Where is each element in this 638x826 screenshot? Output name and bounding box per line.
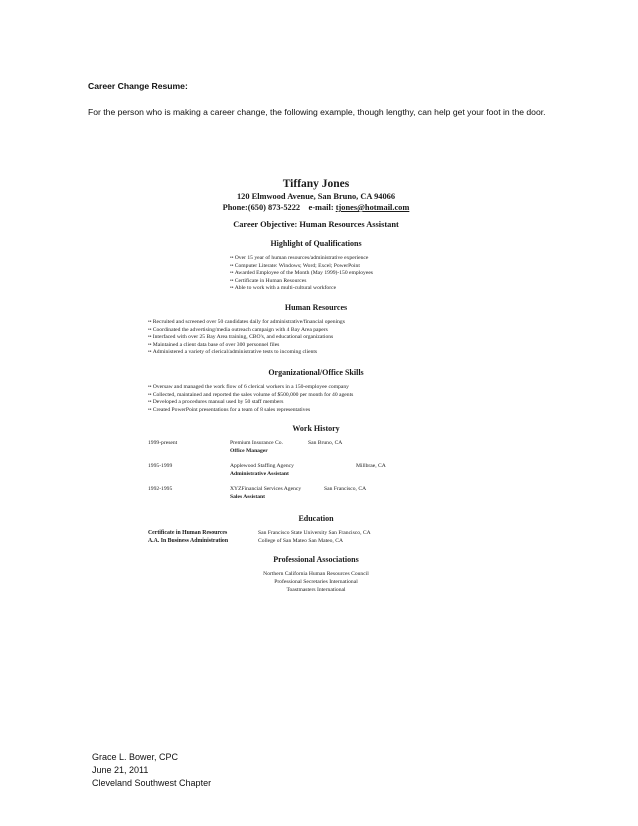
list-item: •• Computer Literate: Windows; Word; Excel; PowerPoint <box>230 263 484 271</box>
list-item: •• Maintained a client data base of over 300 personnel files <box>148 342 484 350</box>
intro-text: For the person who is making a career change, the following example, though lengthy, can help get your foot in the door. <box>88 107 546 117</box>
qualifications-heading: Highlight of Qualifications <box>270 239 362 248</box>
education-row <box>148 538 484 546</box>
resume-email-label: e-mail: <box>308 203 334 212</box>
footer-author: Grace L. Bower, CPC <box>92 752 179 762</box>
footer-date: June 21, 2011 <box>92 765 149 775</box>
list-item: •• Recruited and screened over 50 candidates daily for administrative/financial openings <box>148 319 484 327</box>
list-item: Professional Secretaries International <box>274 578 358 585</box>
list-item: •• Awarded Employee of the Month (May 1999)-150 employees <box>230 270 484 278</box>
job-location: San Bruno, CA <box>308 440 343 447</box>
intro <box>88 78 558 120</box>
job-entry <box>148 463 484 480</box>
list-item: •• Oversaw and managed the work flow of 6 clerical workers in a 150-employee company <box>148 384 484 392</box>
education-school: College of San Mateo San Mateo, CA <box>258 538 343 545</box>
resume-address: 120 Elmwood Avenue, San Bruno, CA 94066 <box>236 192 396 201</box>
job-title: Sales Assistant <box>230 493 265 500</box>
list-item: Toastmasters International <box>286 586 346 593</box>
job-dates: 1999-present <box>148 440 178 447</box>
work-history-heading: Work History <box>292 424 340 434</box>
job-title: Administrative Assistant <box>230 470 289 477</box>
job-company: Premium Insurance Co. <box>230 440 283 447</box>
associations-list <box>148 571 484 594</box>
associations-heading: Professional Associations <box>273 555 359 565</box>
resume-objective: Career Objective: Human Resources Assistant <box>233 220 399 229</box>
education-heading: Education <box>298 514 334 524</box>
qualifications-list <box>230 255 484 293</box>
job-entry <box>148 440 484 457</box>
education-list <box>148 530 484 546</box>
human-resources-heading: Human Resources <box>284 302 348 312</box>
list-item: •• Certificate in Human Resources <box>230 278 484 286</box>
resume-contact <box>148 202 484 213</box>
list-item: •• Able to work with a multi-cultural workforce <box>230 285 484 293</box>
job-dates: 1992-1995 <box>148 486 173 493</box>
resume-image <box>148 178 484 594</box>
job-title: Office Manager <box>230 447 268 454</box>
office-skills-list <box>148 384 484 414</box>
office-skills-heading: Organizational/Office Skills <box>268 367 364 377</box>
list-item: •• Developed a procedures manual used by 50 staff members <box>148 399 484 407</box>
intro-heading: Career Change Resume: <box>88 81 188 91</box>
resume-name: Tiffany Jones <box>282 178 350 190</box>
job-location: Millbrae, CA <box>356 463 386 470</box>
job-entry <box>148 486 484 503</box>
list-item: •• Administered a variety of clerical/administrative tests to incoming clients <box>148 349 484 357</box>
list-item: •• Created PowerPoint presentations for a team of 8 sales representatives <box>148 407 484 415</box>
job-company: Applewood Staffing Agency <box>230 463 294 470</box>
education-degree: Certificate in Human Resources <box>148 530 228 537</box>
list-item: •• Over 15 year of human resources/administrative experience <box>230 255 484 263</box>
education-degree: A.A. In Business Administration <box>148 538 229 545</box>
footer <box>92 751 211 790</box>
list-item: •• Interfaced with over 25 Bay Area training, CBO's, and educational organizations <box>148 334 484 342</box>
job-company: XYZFinancial Services Agency <box>230 486 302 493</box>
resume-email: tjones@hotmail.com <box>335 203 410 212</box>
resume-phone: Phone:(650) 873-5222 <box>222 203 301 212</box>
list-item: •• Collected, maintained and reported the sales volume of $500,000 per month for 40 agents <box>148 392 484 400</box>
human-resources-list <box>148 319 484 357</box>
job-dates: 1995-1999 <box>148 463 173 470</box>
list-item: Northern California Human Resources Council <box>263 571 369 578</box>
footer-chapter: Cleveland Southwest Chapter <box>92 778 212 788</box>
list-item: •• Coordinated the advertising/media outreach campaign with 4 Bay Area papers <box>148 327 484 335</box>
job-location: San Francisco, CA <box>324 486 367 493</box>
education-school: San Francisco State University San Francisco, CA <box>258 530 371 537</box>
